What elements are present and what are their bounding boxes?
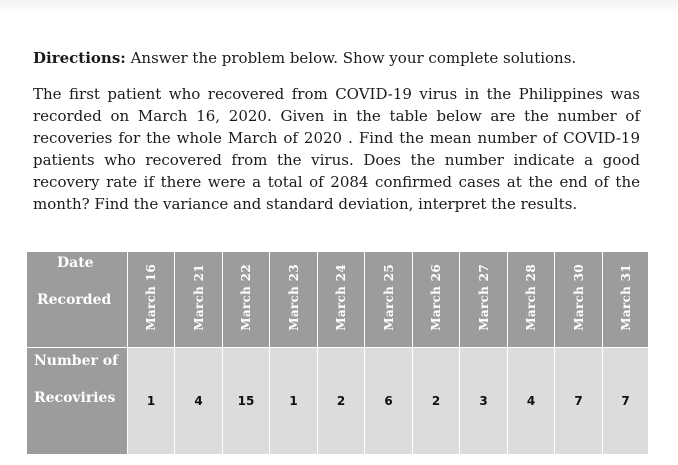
value-cell: 3 bbox=[460, 348, 508, 455]
problem-statement: The first patient who recovered from COVID-19 virus in the Philippines was recorded on March 16, 2020. Given in the table below are the number of recoveries for the whole March of 2020 . Find the mean number of COVID-19 patients who recovered from the virus. Does the number indicate a good recovery rate if there were a total of 2084 confirmed cases at the end of the month? Find the variance and standard deviation, interpret the results. bbox=[33, 85, 640, 213]
directions-text: Answer the problem below. Show your complete solutions. bbox=[125, 49, 577, 67]
date-header-line2: Recorded bbox=[37, 292, 112, 308]
date-cell bbox=[603, 252, 649, 348]
value-cell: 2 bbox=[413, 348, 460, 455]
date-cell bbox=[460, 252, 508, 348]
value-cell: 4 bbox=[508, 348, 555, 455]
value-cell: 7 bbox=[603, 348, 649, 455]
date-label: March 30 bbox=[571, 264, 586, 331]
value-cell: 1 bbox=[270, 348, 318, 455]
values-row bbox=[27, 348, 649, 455]
value-cell: 6 bbox=[365, 348, 413, 455]
directions bbox=[33, 48, 643, 68]
date-label: March 23 bbox=[286, 264, 301, 331]
date-cell bbox=[223, 252, 270, 348]
date-cell bbox=[365, 252, 413, 348]
date-cell bbox=[508, 252, 555, 348]
date-label: March 22 bbox=[239, 264, 253, 331]
date-label: March 31 bbox=[618, 264, 633, 331]
recoveries-header-cell bbox=[27, 348, 128, 455]
date-header-line1: Date bbox=[57, 255, 94, 271]
directions-label: Directions: bbox=[33, 49, 126, 67]
date-label: March 27 bbox=[476, 264, 491, 331]
date-row bbox=[27, 252, 649, 348]
date-cell bbox=[555, 252, 603, 348]
date-label: March 25 bbox=[381, 264, 396, 331]
date-cell bbox=[128, 252, 175, 348]
recoveries-table bbox=[26, 251, 649, 455]
value-cell: 1 bbox=[128, 348, 175, 455]
value-cell: 7 bbox=[555, 348, 603, 455]
date-header-cell bbox=[27, 252, 128, 348]
value-cell: 4 bbox=[175, 348, 223, 455]
date-label: March 16 bbox=[144, 264, 158, 331]
value-cell: 2 bbox=[318, 348, 365, 455]
date-label: March 26 bbox=[429, 264, 443, 331]
recoveries-header-line2: Recoviries bbox=[34, 390, 116, 406]
recoveries-header-line1: Number of bbox=[34, 353, 119, 369]
value-cell: 15 bbox=[223, 348, 270, 455]
date-cell bbox=[318, 252, 365, 348]
date-label: March 21 bbox=[191, 264, 206, 331]
date-label: March 24 bbox=[334, 264, 348, 331]
date-cell bbox=[413, 252, 460, 348]
top-edge bbox=[0, 0, 678, 14]
date-cell bbox=[270, 252, 318, 348]
date-cell bbox=[175, 252, 223, 348]
date-label: March 28 bbox=[524, 264, 538, 331]
